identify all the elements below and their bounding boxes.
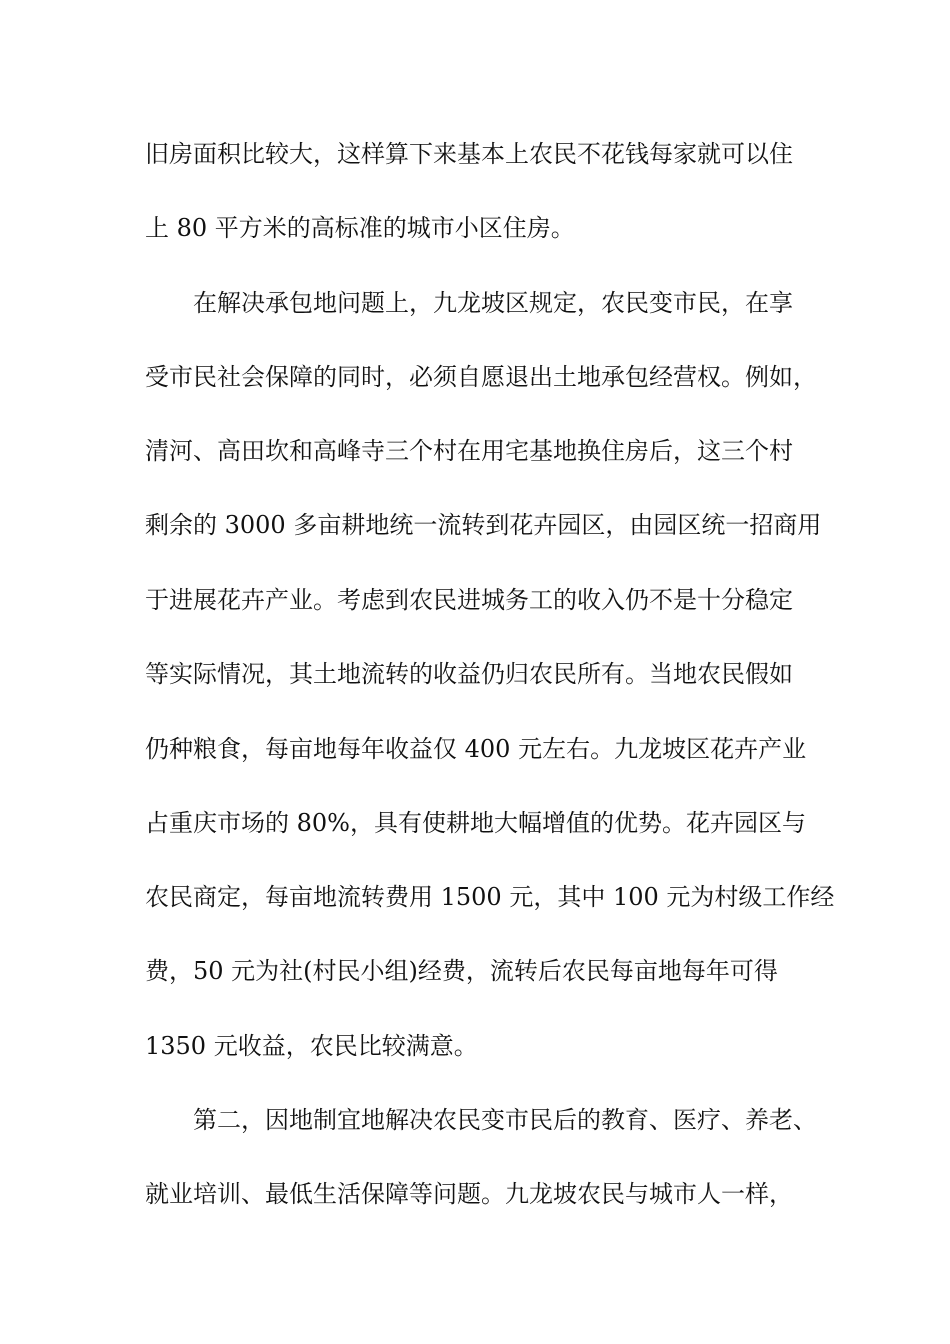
text-line: 1350 元收益，农民比较满意。 bbox=[145, 1032, 478, 1060]
paragraph-first-line: 在解决承包地问题上，九龙坡区规定，农民变市民，在享 bbox=[193, 289, 793, 317]
text-line: 就业培训、最低生活保障等问题。九龙坡农民与城市人一样， bbox=[145, 1180, 793, 1208]
text-line: 旧房面积比较大，这样算下来基本上农民不花钱每家就可以住 bbox=[145, 140, 793, 168]
text-line: 等实际情况，其土地流转的收益仍归农民所有。当地农民假如 bbox=[145, 660, 793, 688]
text-line: 受市民社会保障的同时，必须自愿退出土地承包经营权。例如， bbox=[145, 363, 817, 391]
paragraph-first-line: 第二，因地制宜地解决农民变市民后的教育、医疗、养老、 bbox=[193, 1106, 817, 1134]
text-line: 费，50 元为社(村民小组)经费，流转后农民每亩地每年可得 bbox=[145, 957, 778, 985]
text-line: 剩余的 3000 多亩耕地统一流转到花卉园区，由园区统一招商用 bbox=[145, 511, 822, 539]
text-line: 于进展花卉产业。考虑到农民进城务工的收入仍不是十分稳定 bbox=[145, 586, 793, 614]
text-line: 农民商定，每亩地流转费用 1500 元，其中 100 元为村级工作经 bbox=[145, 883, 835, 911]
text-line: 清河、高田坎和高峰寺三个村在用宅基地换住房后，这三个村 bbox=[145, 437, 793, 465]
text-line: 占重庆市场的 80%，具有使耕地大幅增值的优势。花卉园区与 bbox=[145, 809, 806, 837]
text-line: 仍种粮食，每亩地每年收益仅 400 元左右。九龙坡区花卉产业 bbox=[145, 735, 807, 763]
text-line: 上 80 平方米的高标准的城市小区住房。 bbox=[145, 214, 575, 242]
